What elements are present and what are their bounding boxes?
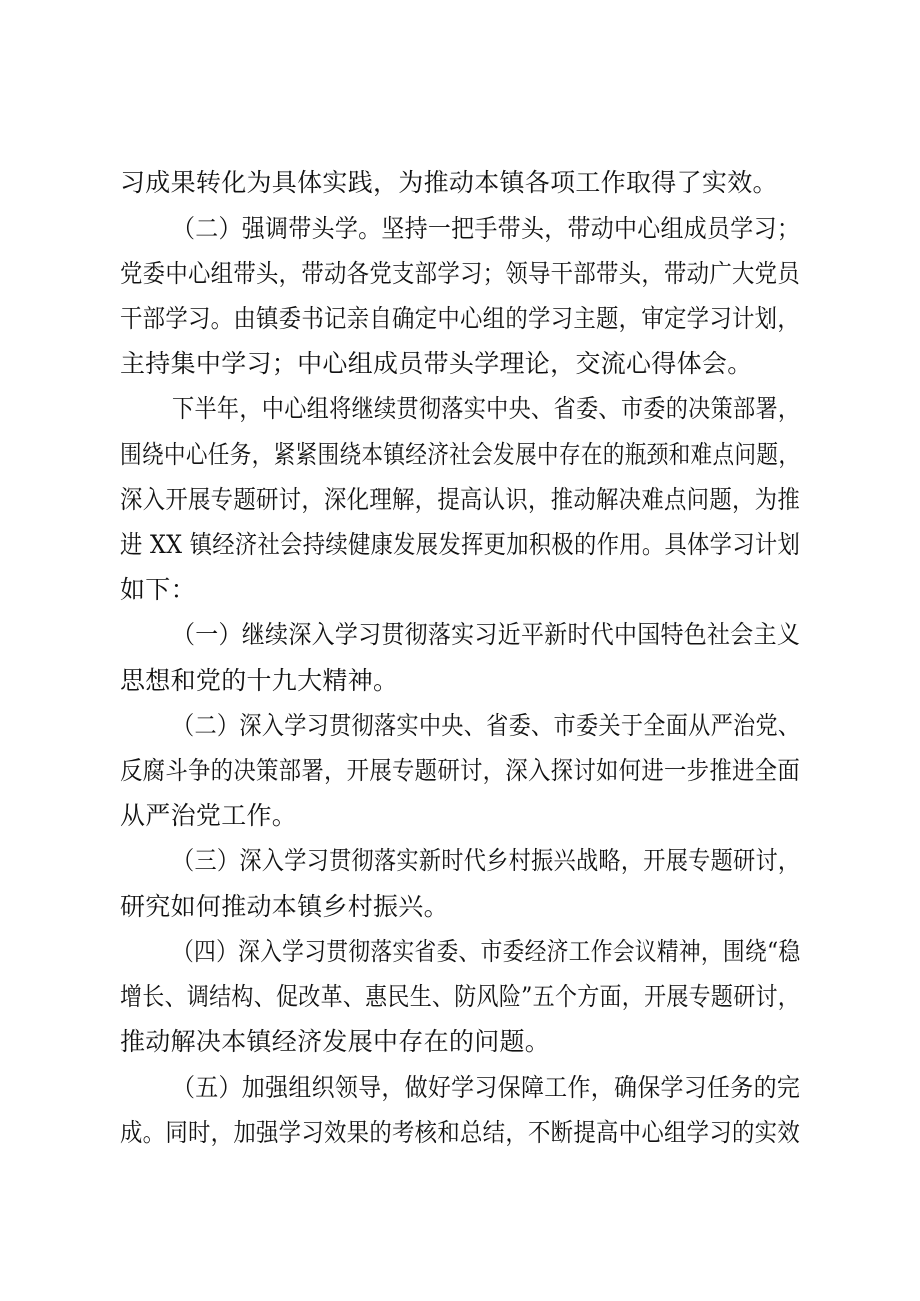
text-line-10: 如下： [120,575,196,604]
text-line-1: 习成果转化为具体实践，为推动本镇各项工作取得了实效。 [120,168,778,197]
text-line-21: （五）加强组织领导，做好学习保障工作，确保学习任务的完 [172,1073,801,1102]
text-line-5: 主持集中学习；中心组成员带头学理论，交流心得体会。 [120,349,753,378]
text-line-9: 进 XX 镇经济社会持续健康发展发挥更加积极的作用。具体学习计划 [120,530,801,559]
text-line-16: （三）深入学习贯彻落实新时代乡村振兴战略，开展专题研讨， [172,846,801,875]
text-line-22: 成。同时，加强学习效果的考核和总结，不断提高中心组学习的实效 [120,1118,801,1147]
text-line-17: 研究如何推动本镇乡村振兴。 [120,892,449,921]
text-line-2: （二）强调带头学。坚持一把手带头，带动中心组成员学习； [172,214,801,243]
text-line-14: 反腐斗争的决策部署，开展专题研讨，深入探讨如何进一步推进全面 [120,756,801,785]
text-line-13: （二）深入学习贯彻落实中央、省委、市委关于全面从严治党、 [172,711,801,740]
text-line-3: 党委中心组带头，带动各党支部学习；领导干部带头，带动广大党员 [120,259,801,288]
text-line-19: 增长、调结构、促改革、惠民生、防风险”五个方面，开展专题研讨， [120,982,801,1011]
text-line-4: 干部学习。由镇委书记亲自确定中心组的学习主题，审定学习计划， [120,304,801,333]
text-line-20: 推动解决本镇经济发展中存在的问题。 [120,1027,551,1056]
text-line-12: 思想和党的十九大精神。 [120,666,399,695]
text-line-6: 下半年，中心组将继续贯彻落实中央、省委、市委的决策部署， [172,394,801,423]
text-line-15: 从严治党工作。 [120,801,298,830]
text-line-11: （一）继续深入学习贯彻落实习近平新时代中国特色社会主义 [172,620,801,649]
text-line-18: （四）深入学习贯彻落实省委、市委经济工作会议精神，围绕“稳 [172,937,801,966]
text-line-7: 围绕中心任务，紧紧围绕本镇经济社会发展中存在的瓶颈和难点问题， [120,440,801,469]
text-line-8: 深入开展专题研讨，深化理解，提高认识，推动解决难点问题，为推 [120,485,801,514]
